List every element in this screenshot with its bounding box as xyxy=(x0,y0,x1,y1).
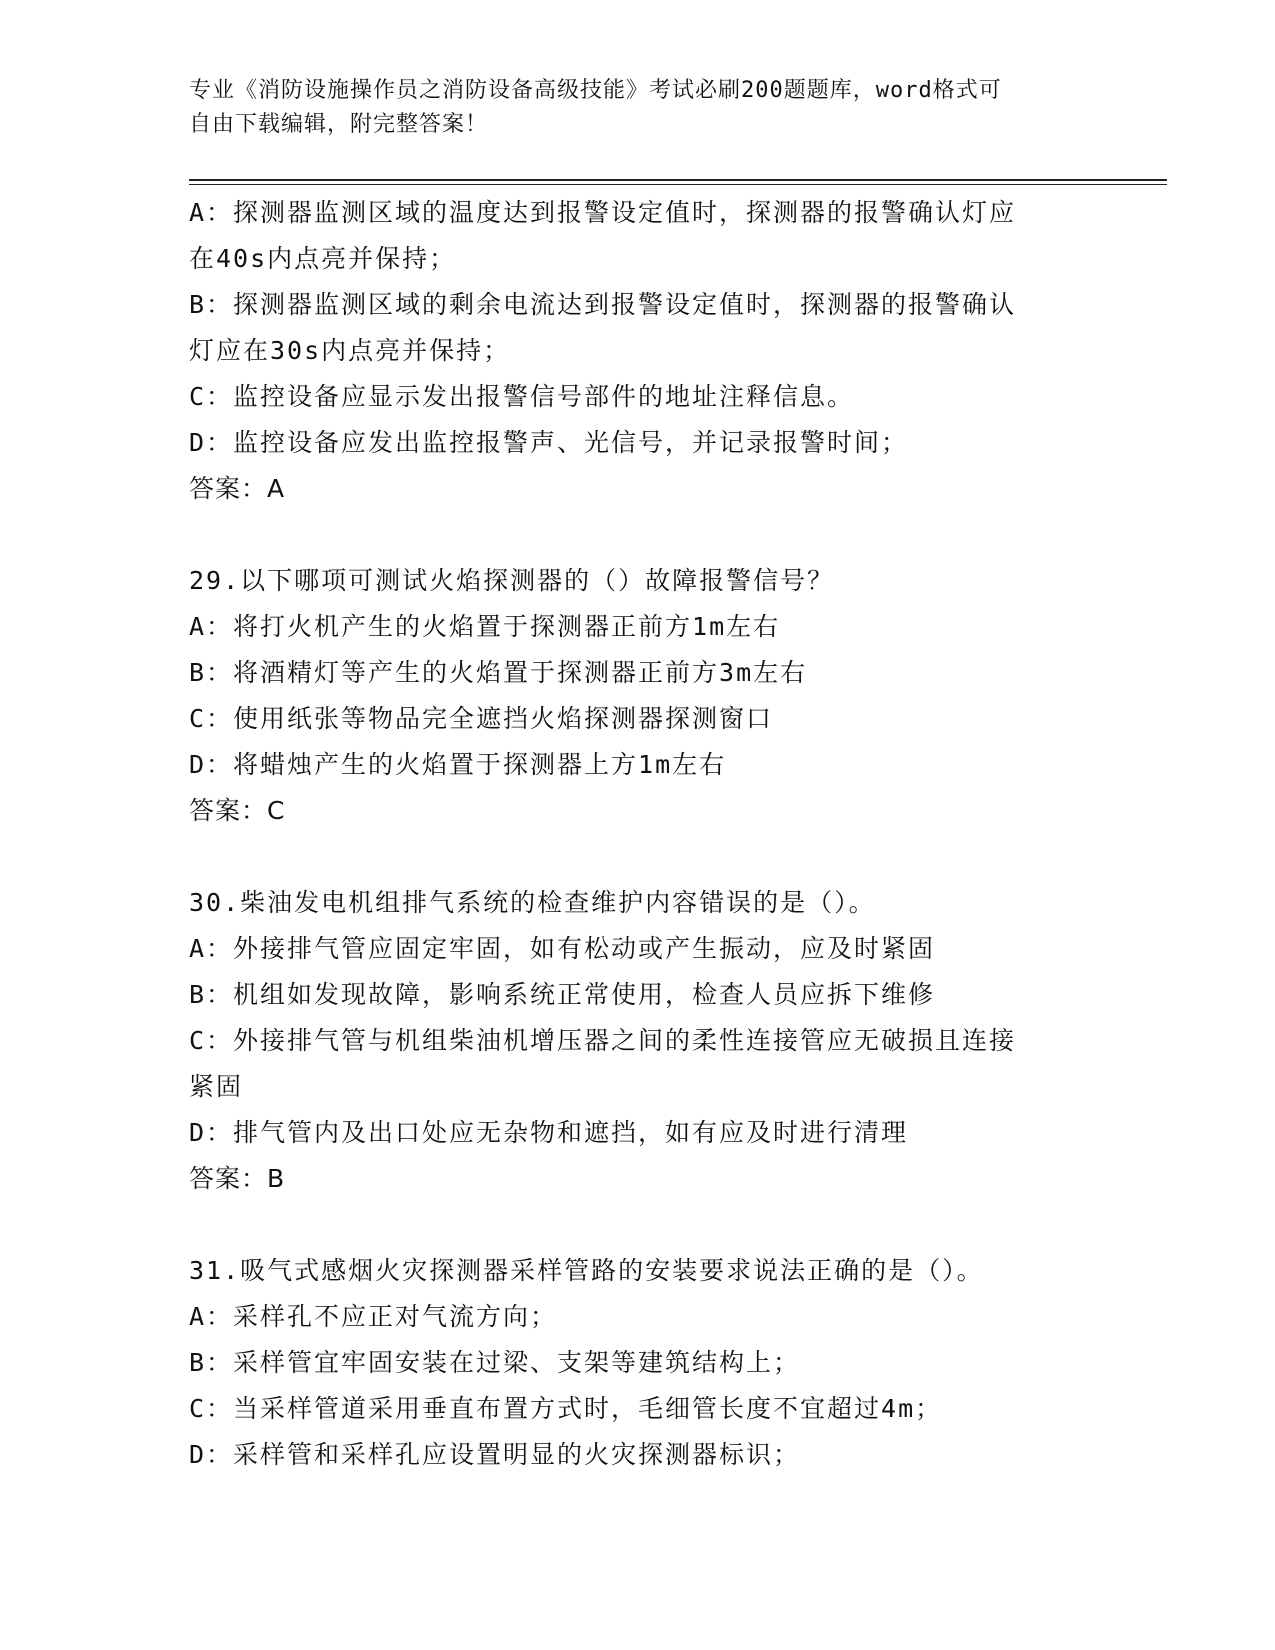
header-divider-thick xyxy=(189,179,1167,181)
q29-option-c: C：使用纸张等物品完全遮挡火焰探测器探测窗口 xyxy=(189,704,774,733)
spacer xyxy=(189,834,1089,880)
q29-answer: 答案：C xyxy=(189,796,286,825)
q30-answer: 答案：B xyxy=(189,1164,286,1193)
q30-question: 30.柴油发电机组排气系统的检查维护内容错误的是（）。 xyxy=(189,888,876,917)
q31-option-d: D：采样管和采样孔应设置明显的火灾探测器标识； xyxy=(189,1440,801,1469)
q28-option-a-line-2: 在40s内点亮并保持； xyxy=(189,244,457,273)
question-content xyxy=(189,190,1089,1478)
q31-option-a: A：采样孔不应正对气流方向； xyxy=(189,1302,558,1331)
q28-option-a-line-1: A：探测器监测区域的温度达到报警设定值时，探测器的报警确认灯应 xyxy=(189,198,1017,227)
q29-option-d: D：将蜡烛产生的火焰置于探测器上方1m左右 xyxy=(189,750,727,779)
q30-option-d: D：排气管内及出口处应无杂物和遮挡，如有应及时进行清理 xyxy=(189,1118,909,1147)
q28-answer: 答案：A xyxy=(189,474,286,503)
header-line-1: 专业《消防设施操作员之消防设备高级技能》考试必刷200题题库，word格式可 xyxy=(189,78,1002,103)
q28-option-b-line-1: B：探测器监测区域的剩余电流达到报警设定值时，探测器的报警确认 xyxy=(189,290,1017,319)
q29-option-b: B：将酒精灯等产生的火焰置于探测器正前方3m左右 xyxy=(189,658,808,687)
spacer xyxy=(189,512,1089,558)
q29-option-a: A：将打火机产生的火焰置于探测器正前方1m左右 xyxy=(189,612,781,641)
document-header xyxy=(189,74,1089,142)
question-31-block xyxy=(189,1248,1089,1478)
header-line-2: 自由下载编辑，附完整答案！ xyxy=(189,112,489,137)
q30-option-a: A：外接排气管应固定牢固，如有松动或产生振动，应及时紧固 xyxy=(189,934,936,963)
question-30-block xyxy=(189,880,1089,1202)
q28-option-c: C：监控设备应显示发出报警信号部件的地址注释信息。 xyxy=(189,382,855,411)
q31-option-b: B：采样管宜牢固安装在过梁、支架等建筑结构上； xyxy=(189,1348,801,1377)
q31-option-c: C：当采样管道采用垂直布置方式时，毛细管长度不宜超过4m； xyxy=(189,1394,943,1423)
question-28-block xyxy=(189,190,1089,512)
q30-option-c-line-2: 紧固 xyxy=(189,1072,244,1101)
q28-option-d: D：监控设备应发出监控报警声、光信号，并记录报警时间； xyxy=(189,428,909,457)
question-29-block xyxy=(189,558,1089,834)
q29-question: 29.以下哪项可测试火焰探测器的（）故障报警信号？ xyxy=(189,566,835,595)
q28-option-b-line-2: 灯应在30s内点亮并保持； xyxy=(189,336,511,365)
header-divider-thin xyxy=(189,184,1167,185)
spacer xyxy=(189,1202,1089,1248)
q31-question: 31.吸气式感烟火灾探测器采样管路的安装要求说法正确的是（）。 xyxy=(189,1256,984,1285)
q30-option-c-line-1: C：外接排气管与机组柴油机增压器之间的柔性连接管应无破损且连接 xyxy=(189,1026,1017,1055)
q30-option-b: B：机组如发现故障，影响系统正常使用，检查人员应拆下维修 xyxy=(189,980,936,1009)
